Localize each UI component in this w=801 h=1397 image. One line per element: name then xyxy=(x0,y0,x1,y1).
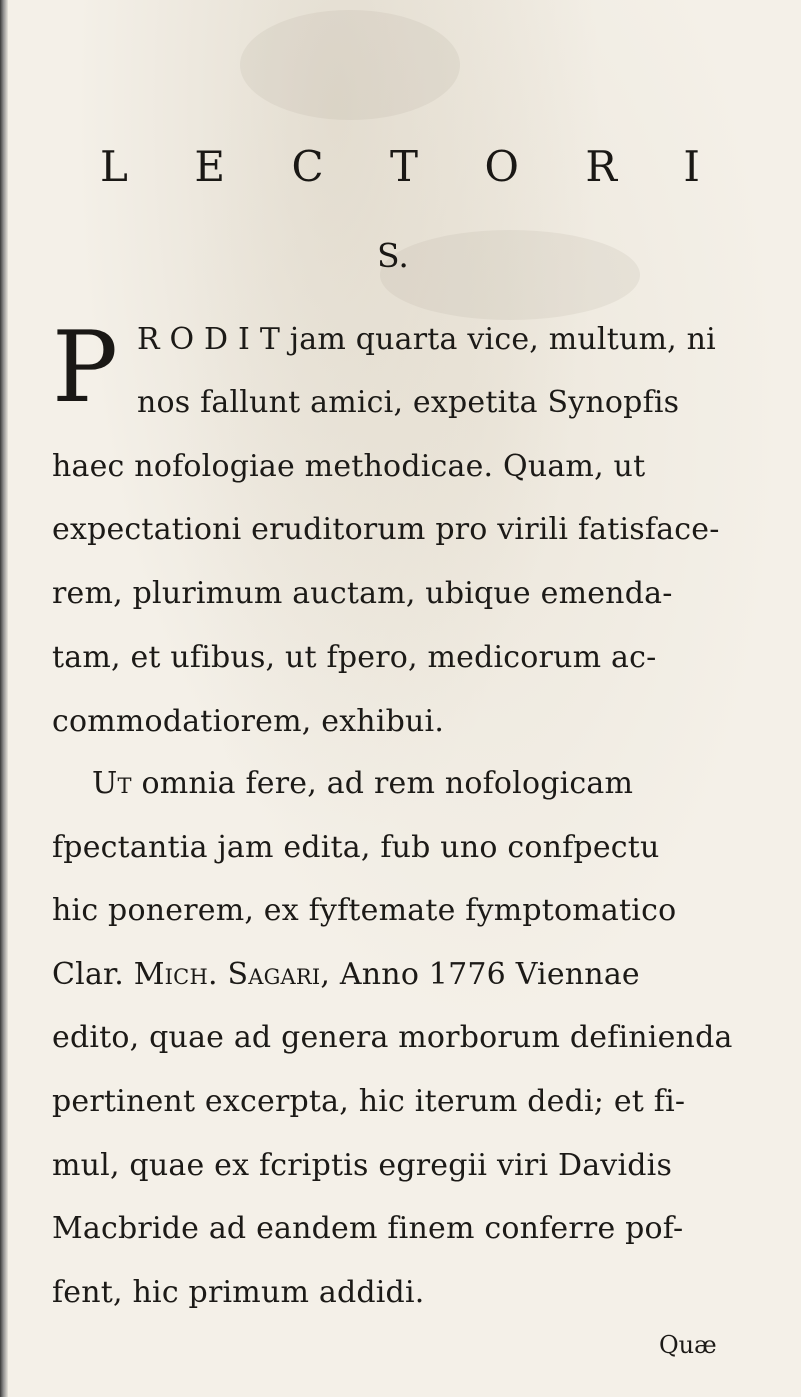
text-line: nos fallunt amici, expetita Synopfis xyxy=(137,385,680,420)
drop-capital: P xyxy=(52,311,118,425)
text-line xyxy=(52,957,640,993)
text-line: commodatiorem, exhibui. xyxy=(52,704,445,739)
heading-letter: I xyxy=(683,142,700,191)
text-span: omnia fere, ad rem nofologicam xyxy=(141,766,634,801)
text-span: Anno 1776 Viennae xyxy=(339,957,640,992)
text-line: fent, hic primum addidi. xyxy=(52,1275,425,1310)
heading-letter: T xyxy=(390,142,419,191)
text-line: edito, quae ad genera morborum definienda xyxy=(52,1020,733,1055)
text-line: haec nofologiae methodicae. Quam, ut xyxy=(52,449,646,484)
text-line: mul, quae ex fcriptis egregii viri Davidis xyxy=(52,1148,673,1183)
paper-stain xyxy=(380,230,640,320)
text-line xyxy=(92,766,633,802)
salutation: S. xyxy=(377,236,409,275)
text-line: tam, et ufibus, ut fpero, medicorum ac- xyxy=(52,640,657,675)
heading-letter: C xyxy=(291,142,324,191)
small-caps-word: Mich. xyxy=(133,957,218,992)
catchword: Quæ xyxy=(659,1331,717,1359)
heading-letter: E xyxy=(194,142,225,191)
heading-letter: L xyxy=(100,142,128,191)
small-caps-word: Sagari, xyxy=(227,957,331,992)
text-line: Macbride ad eandem finem conferre pof- xyxy=(52,1211,684,1246)
text-line: hic ponerem, ex fyftemate fymptomatico xyxy=(52,893,677,928)
page-heading xyxy=(100,142,700,192)
heading-letter: O xyxy=(484,142,519,191)
small-caps-word: Ut xyxy=(92,766,132,801)
text-line: R O D I T jam quarta vice, multum, ni xyxy=(137,322,716,357)
paper-stain xyxy=(240,10,460,120)
text-line: fpectantia jam edita, fub uno confpectu xyxy=(52,830,660,865)
text-line: rem, plurimum auctam, ubique emenda- xyxy=(52,576,673,611)
page-binding-edge xyxy=(0,0,8,1397)
text-line: pertinent excerpta, hic iterum dedi; et fi- xyxy=(52,1084,686,1119)
text-span: Clar. xyxy=(52,957,125,992)
text-line: expectationi eruditorum pro virili fatisface- xyxy=(52,512,720,547)
heading-letter: R xyxy=(585,142,617,191)
